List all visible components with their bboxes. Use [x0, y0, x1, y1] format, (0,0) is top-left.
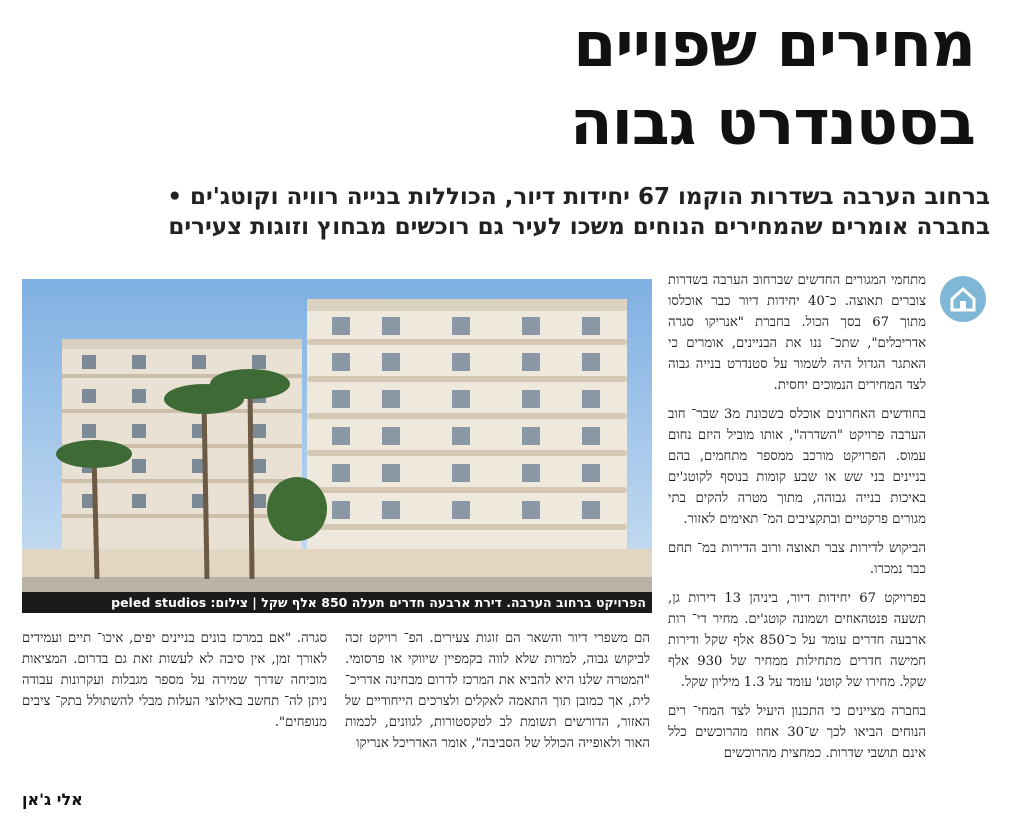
article-column-middle — [345, 628, 650, 813]
author-byline: אלי ג'אן — [22, 790, 83, 809]
photo-caption: הפרויקט ברחוב הערבה. דירת ארבעה חדרים תעלה 850 אלף שקל | צילום: peled studios — [22, 592, 652, 613]
paragraph-7: סגרה. "אם במרכז בונים בניינים יפים, איכו־ תיים ועמידים לאורך זמן, אין סיבה לא לעשות זאת גם בדרום. המציאות מוכיחה שדרך שמירה על מספר מגבלות ועקרונות עבודה ניתן לה־ תחשב באילוצי העלות מבלי להשתולל בתק־ ציבים מנופחים". — [22, 631, 327, 730]
article-column-left — [22, 628, 327, 778]
headline-line2: בסטנדרט גבוה — [569, 86, 975, 159]
paragraph-2: בחודשים האחרונים אוכלס בשכונת מ3 שבר־ חוב הערבה פרויקט "השדרה", אותו מוביל היזם נחום עמוס. הפרויקט מורכב ממספר מתחמים, בהם בניינים בני שש או שבע קומות בנוסף לקוטג'ים באיכות בנייה גבוהה, מתוך מטרה להקים בתי מגורים פרקטיים ובתקציבים המ־ תאימים לאזור. — [668, 407, 926, 527]
article-photo — [22, 279, 652, 613]
subhead-line1: ברחוב הערבה בשדרות הוקמו 67 יחידות דיור, הכוללות בנייה רוויה וקוטג'ים • — [167, 184, 990, 210]
paragraph-6: הם משפרי דיור והשאר הם זוגות צעירים. הפ־ רויקט זכה לביקוש גבוה, למרות שלא לווה בקמפיין שיווקי או פרסומי. "המטרה שלנו היא להביא את המרכז לדרום מבחינה אדריכ־ לית, אך כמובן תוך התאמה לאקלים ולצרכים הייחודיים של האזור, הדורשים תשומת לב לטקסטורות, לגוונים, לכמות האור ולאופייה הכולל של הסביבה", אומר האדריכל אנריקו — [345, 631, 650, 751]
paragraph-1: מתחמי המגורים החדשים שברחוב הערבה בשדרות צוברים תאוצה. כ־40 יחידות דיור כבר אוכלסו מתוך 67 בסך הכול. בחברת "אנריקו סגרה אדריכלים", שתכ־ ננו את הבניינים, אומרים כי האתגר הגדול היה לשמור על סטנדרט בנייה גבוה לצד המחירים הנמוכים יחסית. — [668, 273, 926, 393]
headline-line1: מחירים שפויים — [573, 8, 975, 81]
paragraph-4: בפרויקט 67 יחידות דיור, ביניהן 13 דירות גן, תשעה פנטהאוזים ושמונה קוטג'ים. מחיר די־ רות ארבעה חדרים עומד על כ־850 אלף שקל ודירות חמישה חדרים מתחילות ממחיר של 930 אלף שקל. מחירו של קוטג' עומד על 1.3 מיליון שקל. — [668, 591, 926, 690]
subhead-line2: בחברה אומרים שהמחירים הנוחים משכו לעיר גם רוכשים מבחוץ וזוגות צעירים — [168, 214, 990, 240]
article-column-right-body — [668, 270, 926, 830]
house-icon — [940, 276, 986, 322]
building-illustration — [22, 279, 652, 613]
paragraph-3: הביקוש לדירות צבר תאוצה ורוב הדירות במ־ תחם כבר נמכרו. — [668, 541, 926, 577]
paragraph-5: בחברה מציינים כי התכנון היעיל לצד המחי־ רים הנוחים הביאו לכך ש־30 אחוז מהרוכשים כלל אינם תושבי שדרות. כמחצית מהרוכשים — [668, 704, 926, 761]
